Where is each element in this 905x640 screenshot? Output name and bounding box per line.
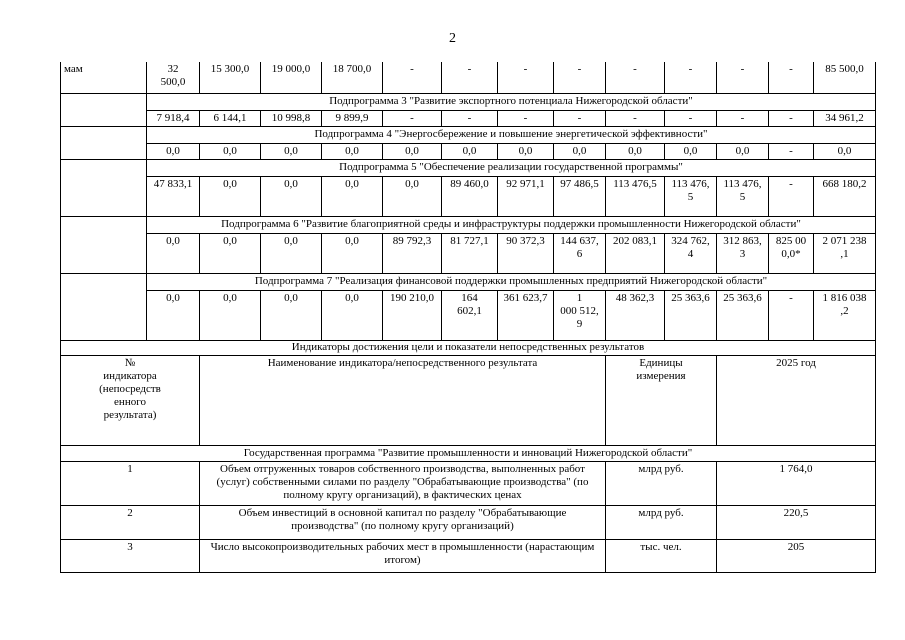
value-cell: 825 00 0,0* bbox=[769, 233, 814, 273]
value-cell: 164 602,1 bbox=[442, 290, 498, 340]
header-unit: Единицы измерения bbox=[606, 355, 717, 445]
value-cell: 81 727,1 bbox=[442, 233, 498, 273]
value-cell: 0,0 bbox=[498, 143, 554, 159]
value-cell: 0,0 bbox=[554, 143, 606, 159]
blank-cell bbox=[61, 126, 147, 143]
indicator-number: 2 bbox=[61, 505, 200, 539]
subprogram-title-row bbox=[61, 93, 876, 110]
subprogram-title: Подпрограмма 6 "Развитие благоприятной среды и инфраструктуры поддержки промышленности Нижегородской области" bbox=[147, 216, 876, 233]
indicator-number: 3 bbox=[61, 539, 200, 572]
value-cell: 0,0 bbox=[322, 233, 383, 273]
value-cell: - bbox=[606, 110, 665, 126]
subprogram-title: Подпрограмма 7 "Реализация финансовой поддержки промышленных предприятий Нижегородской области" bbox=[147, 273, 876, 290]
indicators-title-row bbox=[61, 340, 876, 355]
value-cell: 2 071 238 ,1 bbox=[814, 233, 876, 273]
value-cell: 9 899,9 bbox=[322, 110, 383, 126]
value-cell: 25 363,6 bbox=[717, 290, 769, 340]
subprogram-values-row bbox=[61, 110, 876, 126]
value-cell: 0,0 bbox=[322, 290, 383, 340]
value-cell: 0,0 bbox=[261, 290, 322, 340]
value-cell: 18 700,0 bbox=[322, 62, 383, 93]
value-cell: - bbox=[665, 62, 717, 93]
value-cell: 113 476,5 bbox=[606, 176, 665, 216]
subprogram-title: Подпрограмма 3 "Развитие экспортного потенциала Нижегородской области" bbox=[147, 93, 876, 110]
value-cell: 361 623,7 bbox=[498, 290, 554, 340]
subprogram-title-row bbox=[61, 159, 876, 176]
blank-cell bbox=[61, 216, 147, 233]
indicator-unit: тыс. чел. bbox=[606, 539, 717, 572]
indicator-value: 220,5 bbox=[717, 505, 876, 539]
value-cell: 0,0 bbox=[147, 290, 200, 340]
indicators-section-title: Индикаторы достижения цели и показатели непосредственных результатов bbox=[61, 340, 876, 355]
program-table bbox=[60, 62, 876, 573]
value-cell: 97 486,5 bbox=[554, 176, 606, 216]
value-cell: - bbox=[498, 62, 554, 93]
value-cell: - bbox=[554, 110, 606, 126]
blank-cell bbox=[61, 273, 147, 290]
value-cell: 0,0 bbox=[814, 143, 876, 159]
value-cell: 0,0 bbox=[200, 143, 261, 159]
subprogram-title: Подпрограмма 4 "Энергосбережение и повышение энергетической эффективности" bbox=[147, 126, 876, 143]
value-cell: 0,0 bbox=[606, 143, 665, 159]
value-cell: 0,0 bbox=[322, 143, 383, 159]
value-cell: - bbox=[717, 110, 769, 126]
header-indicator-name: Наименование индикатора/непосредственного результата bbox=[200, 355, 606, 445]
indicator-row bbox=[61, 461, 876, 505]
program-title-row bbox=[61, 445, 876, 461]
subprogram-title-row bbox=[61, 126, 876, 143]
indicator-row bbox=[61, 539, 876, 572]
value-cell: 90 372,3 bbox=[498, 233, 554, 273]
value-cell: 0,0 bbox=[322, 176, 383, 216]
value-cell: - bbox=[769, 110, 814, 126]
value-cell: 6 144,1 bbox=[200, 110, 261, 126]
value-cell: - bbox=[383, 110, 442, 126]
value-cell: 89 460,0 bbox=[442, 176, 498, 216]
value-cell: 0,0 bbox=[200, 176, 261, 216]
value-cell: - bbox=[665, 110, 717, 126]
indicators-header-row bbox=[61, 355, 876, 445]
indicator-unit: млрд руб. bbox=[606, 461, 717, 505]
financing-row-mam bbox=[61, 62, 876, 93]
blank-cell bbox=[61, 110, 147, 126]
blank-cell bbox=[61, 233, 147, 273]
subprogram-values-row bbox=[61, 143, 876, 159]
value-cell: - bbox=[769, 290, 814, 340]
blank-cell bbox=[61, 143, 147, 159]
program-title: Государственная программа "Развитие промышленности и инноваций Нижегородской области" bbox=[61, 445, 876, 461]
value-cell: - bbox=[769, 176, 814, 216]
value-cell: 7 918,4 bbox=[147, 110, 200, 126]
value-cell: - bbox=[498, 110, 554, 126]
value-cell: 113 476, 5 bbox=[717, 176, 769, 216]
blank-cell bbox=[61, 176, 147, 216]
value-cell: 0,0 bbox=[717, 143, 769, 159]
value-cell: 113 476, 5 bbox=[665, 176, 717, 216]
value-cell: 34 961,2 bbox=[814, 110, 876, 126]
value-cell: 324 762, 4 bbox=[665, 233, 717, 273]
value-cell: - bbox=[554, 62, 606, 93]
value-cell: 202 083,1 bbox=[606, 233, 665, 273]
indicator-unit: млрд руб. bbox=[606, 505, 717, 539]
value-cell: 190 210,0 bbox=[383, 290, 442, 340]
page-number: 2 bbox=[449, 31, 456, 46]
subprogram-title-row bbox=[61, 273, 876, 290]
value-cell: 0,0 bbox=[261, 233, 322, 273]
header-indicator-number: № индикатора (непосредств енного результата) bbox=[61, 355, 200, 445]
indicator-name: Объем инвестиций в основной капитал по разделу "Обрабатывающие производства" (по полному кругу организаций) bbox=[200, 505, 606, 539]
value-cell: 1 816 038 ,2 bbox=[814, 290, 876, 340]
value-cell: 10 998,8 bbox=[261, 110, 322, 126]
header-year: 2025 год bbox=[717, 355, 876, 445]
indicator-value: 1 764,0 bbox=[717, 461, 876, 505]
subprogram-title-row bbox=[61, 216, 876, 233]
value-cell: - bbox=[769, 62, 814, 93]
value-cell: - bbox=[769, 143, 814, 159]
value-cell: - bbox=[442, 62, 498, 93]
value-cell: 0,0 bbox=[200, 290, 261, 340]
value-cell: 0,0 bbox=[147, 233, 200, 273]
row-label: мам bbox=[61, 62, 147, 93]
value-cell: - bbox=[606, 62, 665, 93]
value-cell: 0,0 bbox=[665, 143, 717, 159]
blank-cell bbox=[61, 159, 147, 176]
value-cell: 92 971,1 bbox=[498, 176, 554, 216]
subprogram-values-row bbox=[61, 233, 876, 273]
value-cell: 0,0 bbox=[261, 176, 322, 216]
value-cell: 144 637, 6 bbox=[554, 233, 606, 273]
subprogram-values-row bbox=[61, 176, 876, 216]
value-cell: 48 362,3 bbox=[606, 290, 665, 340]
value-cell: - bbox=[442, 110, 498, 126]
value-cell: 47 833,1 bbox=[147, 176, 200, 216]
indicator-value: 205 bbox=[717, 539, 876, 572]
value-cell: 25 363,6 bbox=[665, 290, 717, 340]
indicator-name: Число высокопроизводительных рабочих мест в промышленности (нарастающим итогом) bbox=[200, 539, 606, 572]
blank-cell bbox=[61, 290, 147, 340]
value-cell: 1 000 512, 9 bbox=[554, 290, 606, 340]
value-cell: 0,0 bbox=[200, 233, 261, 273]
blank-cell bbox=[61, 93, 147, 110]
indicator-row bbox=[61, 505, 876, 539]
value-cell: 19 000,0 bbox=[261, 62, 322, 93]
indicator-number: 1 bbox=[61, 461, 200, 505]
subprogram-title: Подпрограмма 5 "Обеспечение реализации государственной программы" bbox=[147, 159, 876, 176]
value-cell: 15 300,0 bbox=[200, 62, 261, 93]
value-cell: 668 180,2 bbox=[814, 176, 876, 216]
value-cell: 0,0 bbox=[147, 143, 200, 159]
value-cell: 0,0 bbox=[261, 143, 322, 159]
value-cell: 0,0 bbox=[442, 143, 498, 159]
value-cell: - bbox=[717, 62, 769, 93]
value-cell: 312 863, 3 bbox=[717, 233, 769, 273]
value-cell: 89 792,3 bbox=[383, 233, 442, 273]
value-cell: 32 500,0 bbox=[147, 62, 200, 93]
value-cell: 85 500,0 bbox=[814, 62, 876, 93]
indicator-name: Объем отгруженных товаров собственного производства, выполненных работ (услуг) собственными силами по разделу "Обрабатывающие производства" (по полному кругу организаций), в фактических ценах bbox=[200, 461, 606, 505]
value-cell: 0,0 bbox=[383, 176, 442, 216]
value-cell: - bbox=[383, 62, 442, 93]
value-cell: 0,0 bbox=[383, 143, 442, 159]
subprogram-values-row bbox=[61, 290, 876, 340]
